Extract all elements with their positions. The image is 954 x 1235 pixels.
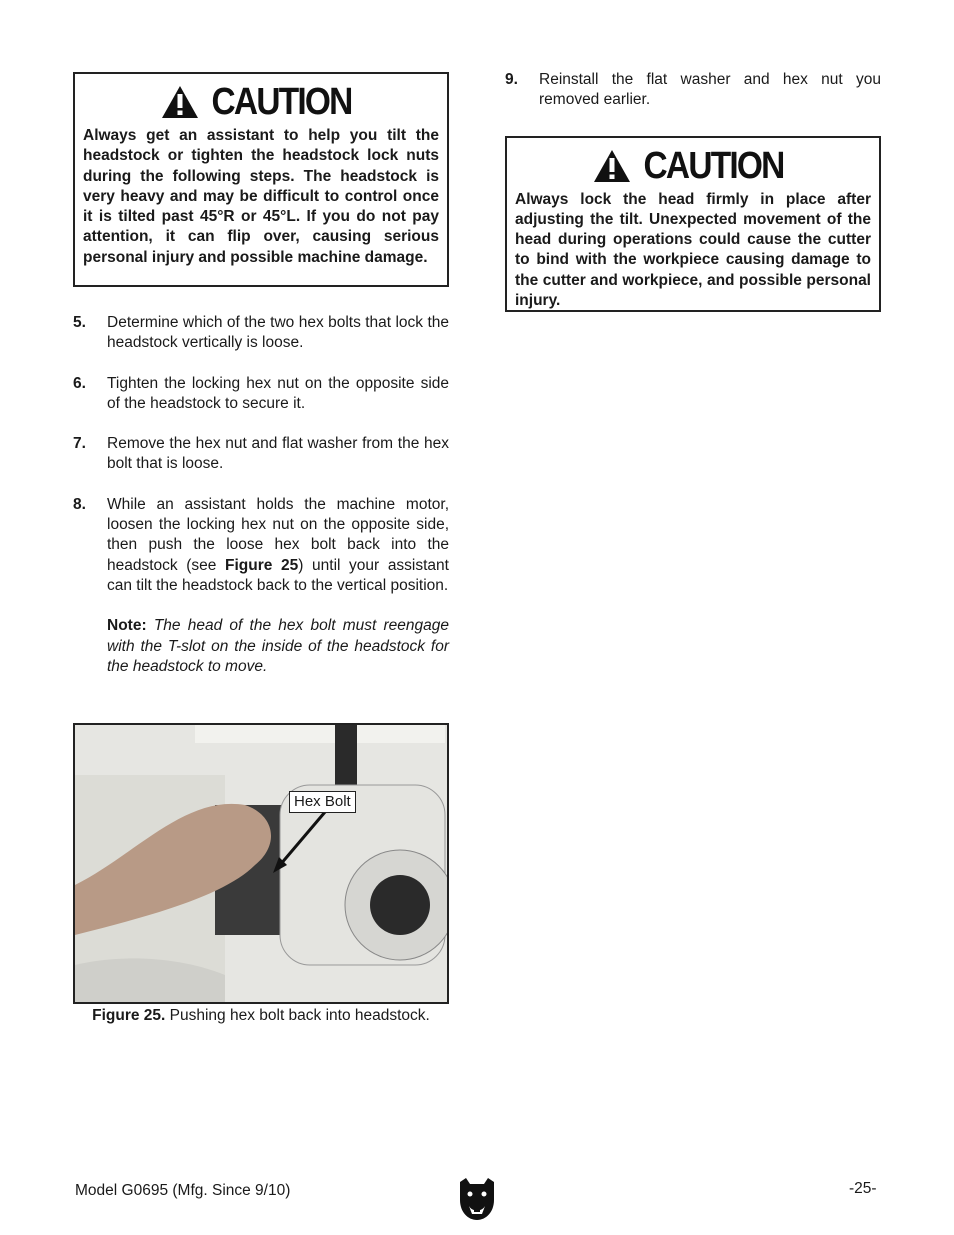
page-number: -25-: [849, 1180, 877, 1197]
step-number: 7.: [73, 435, 86, 453]
step-number: 5.: [73, 314, 86, 331]
figure-caption: [73, 1006, 449, 1026]
caution-text: Always get an assistant to help you tilt the headstock or tighten the headstock lock nuts during the following steps. The headstock is very heavy and may be difficult to control once it is tilted past 45°R or 45°L. If you do not pay attention, it can flip over, causing serious personal injury and possible machine damage.: [83, 127, 439, 266]
step-7: [73, 434, 449, 475]
caution-header: [515, 146, 871, 186]
footer-model: Model G0695 (Mfg. Since 9/10): [75, 1182, 291, 1199]
note-text: The head of the hex bolt must reengage with the T-slot on the inside of the headstock for the headstock to move.: [107, 617, 449, 675]
hex-bolt-callout: Hex Bolt: [289, 791, 356, 813]
step-text: Determine which of the two hex bolts that lock the headstock vertically is loose.: [107, 314, 449, 352]
warning-triangle-icon: [592, 148, 632, 184]
step-number: 6.: [73, 374, 86, 392]
figure-reference: Figure 25: [225, 556, 299, 574]
step-text: Remove the hex nut and flat washer from the hex bolt that is loose.: [107, 435, 449, 473]
step-text: Tighten the locking hex nut on the opposite side of the headstock to secure it.: [107, 374, 449, 412]
caption-text: Pushing hex bolt back into headstock.: [169, 1007, 430, 1024]
caption-label: Figure 25.: [92, 1007, 166, 1024]
step-number: 8.: [73, 495, 86, 513]
right-column: [505, 70, 881, 312]
steps-list: [73, 313, 449, 677]
photo-illustration: [75, 725, 447, 1002]
warning-triangle-icon: [160, 84, 200, 120]
step-5: [73, 313, 449, 354]
step-text: Reinstall the flat washer and hex nut you removed earlier.: [539, 71, 881, 109]
caution-box-tilt: [73, 72, 449, 287]
bear-logo-icon: [456, 1176, 498, 1222]
caution-title: CAUTION: [643, 144, 785, 187]
caution-text: Always lock the head firmly in place after adjusting the tilt. Unexpected movement of the head during operations could cause the cutter to bind with the workpiece causing damage to the cutter and workpiece, and possible personal injury.: [515, 190, 871, 310]
caution-header: [83, 82, 439, 122]
step-9: [505, 70, 881, 111]
left-column: [73, 72, 449, 677]
note-label: Note:: [107, 617, 147, 635]
step-8: [73, 495, 449, 596]
figure-25-photo: [73, 723, 449, 1004]
step-text: [107, 495, 449, 596]
step-text-part: While an assistant holds the machine motor, loosen the locking hex nut on the opposite side, then push the loose hex bolt back into the headstock (see: [107, 495, 449, 574]
step-6: [73, 374, 449, 415]
caution-title: CAUTION: [211, 81, 353, 123]
step-text-part: ) until your assistant can tilt the headstock back to the vertical position.: [107, 556, 449, 594]
note: [107, 616, 449, 677]
step-number: 9.: [505, 71, 518, 88]
caution-box-lock: [505, 136, 881, 312]
